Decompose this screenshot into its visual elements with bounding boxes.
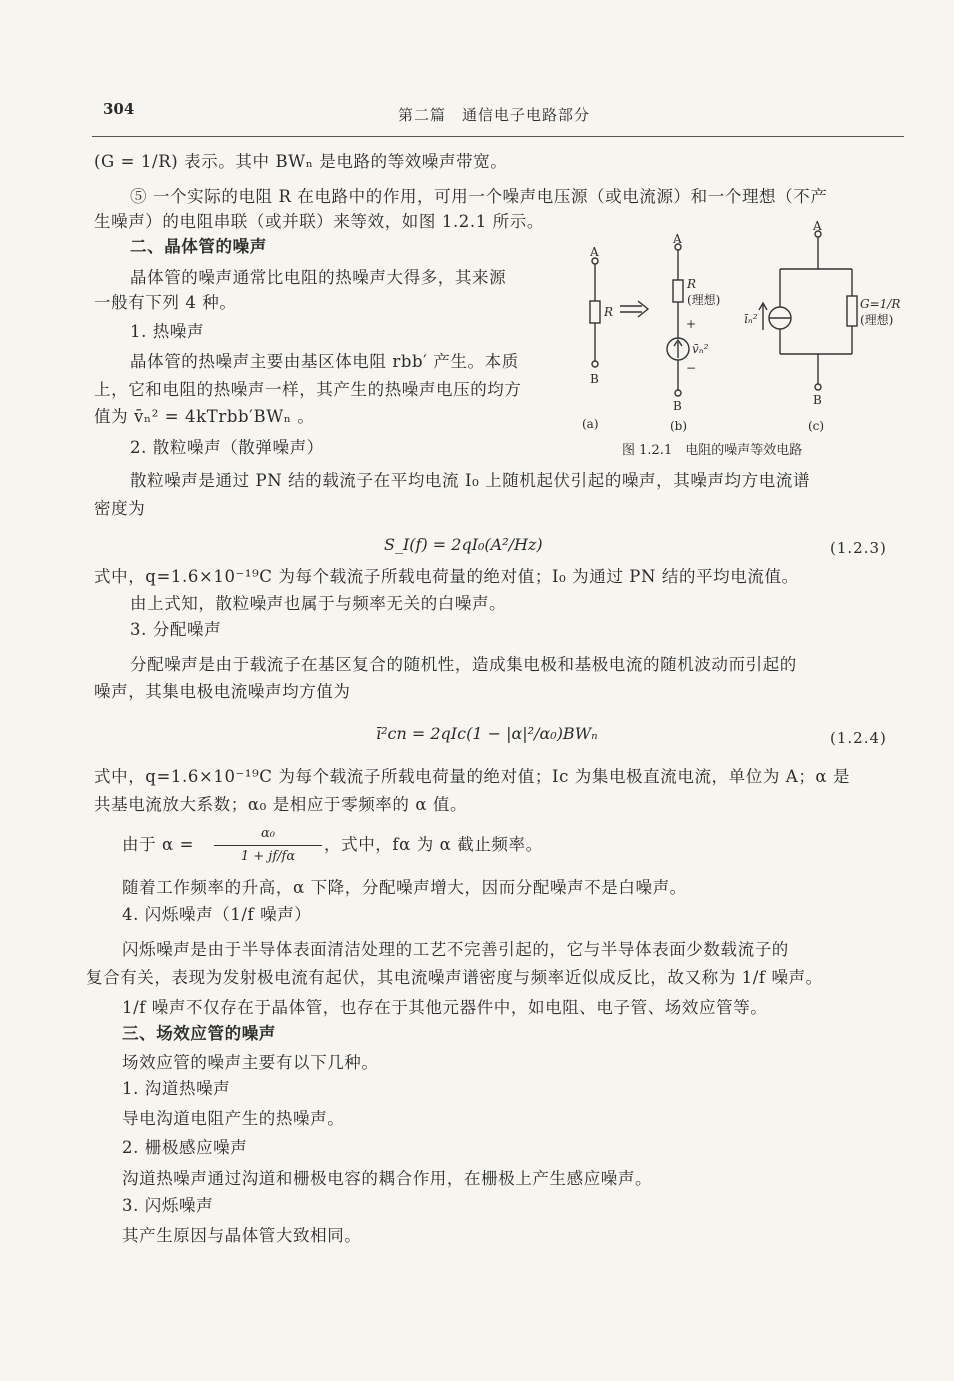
text-line: 由上式知，散粒噪声也属于与频率无关的白噪声。 [130, 594, 507, 613]
subsection-heading: 4. 闪烁噪声（1/f 噪声） [122, 905, 312, 924]
running-title: 第二篇 通信电子电路部分 [398, 106, 591, 124]
text-line: 沟道热噪声通过沟道和栅极电容的耦合作用，在栅极上产生感应噪声。 [122, 1169, 653, 1188]
text-line: 由于 α = [122, 835, 195, 854]
node-b-label: B [673, 399, 682, 413]
node-a-label: A [673, 232, 682, 246]
minus-sign: − [686, 361, 697, 375]
resistor-label: R [604, 305, 614, 319]
node-a-label: A [813, 219, 822, 233]
conductance-label: G=1/R [860, 297, 901, 311]
text-line: 晶体管的热噪声主要由基区体电阻 rbb′ 产生。本质 [130, 352, 519, 371]
equation-1: S_I(f) = 2qI₀(A²/Hz) [384, 535, 543, 554]
subsection-heading: 1. 沟道热噪声 [122, 1079, 231, 1098]
equation-number: (1.2.3) [830, 539, 887, 557]
subsection-heading: 2. 散粒噪声（散弹噪声） [130, 438, 324, 457]
text-line: 散粒噪声是通过 PN 结的载流子在平均电流 I₀ 上随机起伏引起的噪声，其噪声均方电流谱 [130, 471, 811, 490]
text-line: 闪烁噪声是由于半导体表面清洁处理的工艺不完善引起的，它与半导体表面少数载流子的 [122, 940, 789, 959]
text-line: 复合有关，表现为发射极电流有起伏，其电流噪声谱密度与频率近似成反比，故又称为 1/f 噪声。 [86, 968, 823, 987]
text-line: 式中，q=1.6×10⁻¹⁹C 为每个载流子所载电荷量的绝对值；I₀ 为通过 PN 结的平均电流值。 [94, 567, 799, 586]
noise-voltage-label: v̄ₙ² [692, 342, 709, 356]
plus-sign: + [686, 317, 697, 331]
node-b-label: B [590, 372, 599, 386]
subfigure-b-label: (b) [670, 419, 688, 433]
fraction-denominator: 1 + jf/fα [240, 849, 296, 864]
text-line: ，式中，fα 为 α 截止频率。 [324, 835, 543, 854]
subsection-heading: 1. 热噪声 [130, 322, 205, 341]
subfigure-a-label: (a) [582, 417, 599, 431]
text-line: 密度为 [94, 499, 146, 518]
subsection-heading: 3. 闪烁噪声 [122, 1196, 214, 1215]
figure-caption: 图 1.2.1 电阻的噪声等效电路 [622, 443, 803, 458]
text-line: 噪声，其集电极电流噪声均方值为 [94, 682, 351, 701]
subsection-heading: 3. 分配噪声 [130, 620, 222, 639]
fraction-numerator: α₀ [261, 826, 275, 841]
text-line: 晶体管的噪声通常比电阻的热噪声大得多，其来源 [130, 268, 507, 287]
text-line: 共基电流放大系数；α₀ 是相应于零频率的 α 值。 [94, 795, 468, 814]
text-line: 式中，q=1.6×10⁻¹⁹C 为每个载流子所载电荷量的绝对值；Ic 为集电极直流电流，单位为 A；α 是 [94, 767, 851, 786]
equation-number: (1.2.4) [830, 729, 887, 747]
text-line: 生噪声）的电阻串联（或并联）来等效，如图 1.2.1 所示。 [94, 212, 544, 231]
equation-2: ī²cn = 2qIc(1 − |α|²/α₀)BWₙ [376, 724, 598, 743]
subsection-heading: 2. 栅极感应噪声 [122, 1138, 248, 1157]
resistor-label: R [687, 277, 697, 291]
text-line: 其产生原因与晶体管大致相同。 [122, 1226, 362, 1245]
text-line: 上，它和电阻的热噪声一样，其产生的热噪声电压的均方 [94, 380, 522, 399]
text-line: 一般有下列 4 种。 [94, 293, 237, 312]
section-heading: 二、晶体管的噪声 [130, 237, 267, 256]
node-a-label: A [590, 245, 599, 259]
subfigure-c-label: (c) [808, 419, 825, 433]
text-line: 分配噪声是由于载流子在基区复合的随机性，造成集电极和基极电流的随机波动而引起的 [130, 655, 797, 674]
text-line: ⑤ 一个实际的电阻 R 在电路中的作用，可用一个噪声电压源（或电流源）和一个理想（不产 [130, 187, 828, 206]
text-line: 导电沟道电阻产生的热噪声。 [122, 1109, 345, 1128]
text-line: 1/f 噪声不仅存在于晶体管，也存在于其他元器件中，如电阻、电子管、场效应管等。 [122, 998, 768, 1017]
section-heading: 三、场效应管的噪声 [122, 1024, 276, 1043]
node-b-label: B [813, 393, 822, 407]
fraction-bar [214, 845, 322, 846]
header-rule [92, 136, 904, 137]
text-line: 值为 v̄ₙ² = 4kTrbb′BWₙ 。 [94, 407, 315, 426]
text-line: 场效应管的噪声主要有以下几种。 [122, 1053, 379, 1072]
noise-current-label: īₙ² [744, 312, 758, 326]
text-line: (G = 1/R) 表示。其中 BWₙ 是电路的等效噪声带宽。 [94, 152, 508, 171]
page-number: 304 [103, 100, 135, 118]
ideal-label: (理想) [860, 313, 894, 327]
noise-equivalent-circuit-figure [570, 218, 910, 468]
ideal-label: (理想) [687, 293, 721, 307]
text-line: 随着工作频率的升高，α 下降，分配噪声增大，因而分配噪声不是白噪声。 [122, 878, 687, 897]
